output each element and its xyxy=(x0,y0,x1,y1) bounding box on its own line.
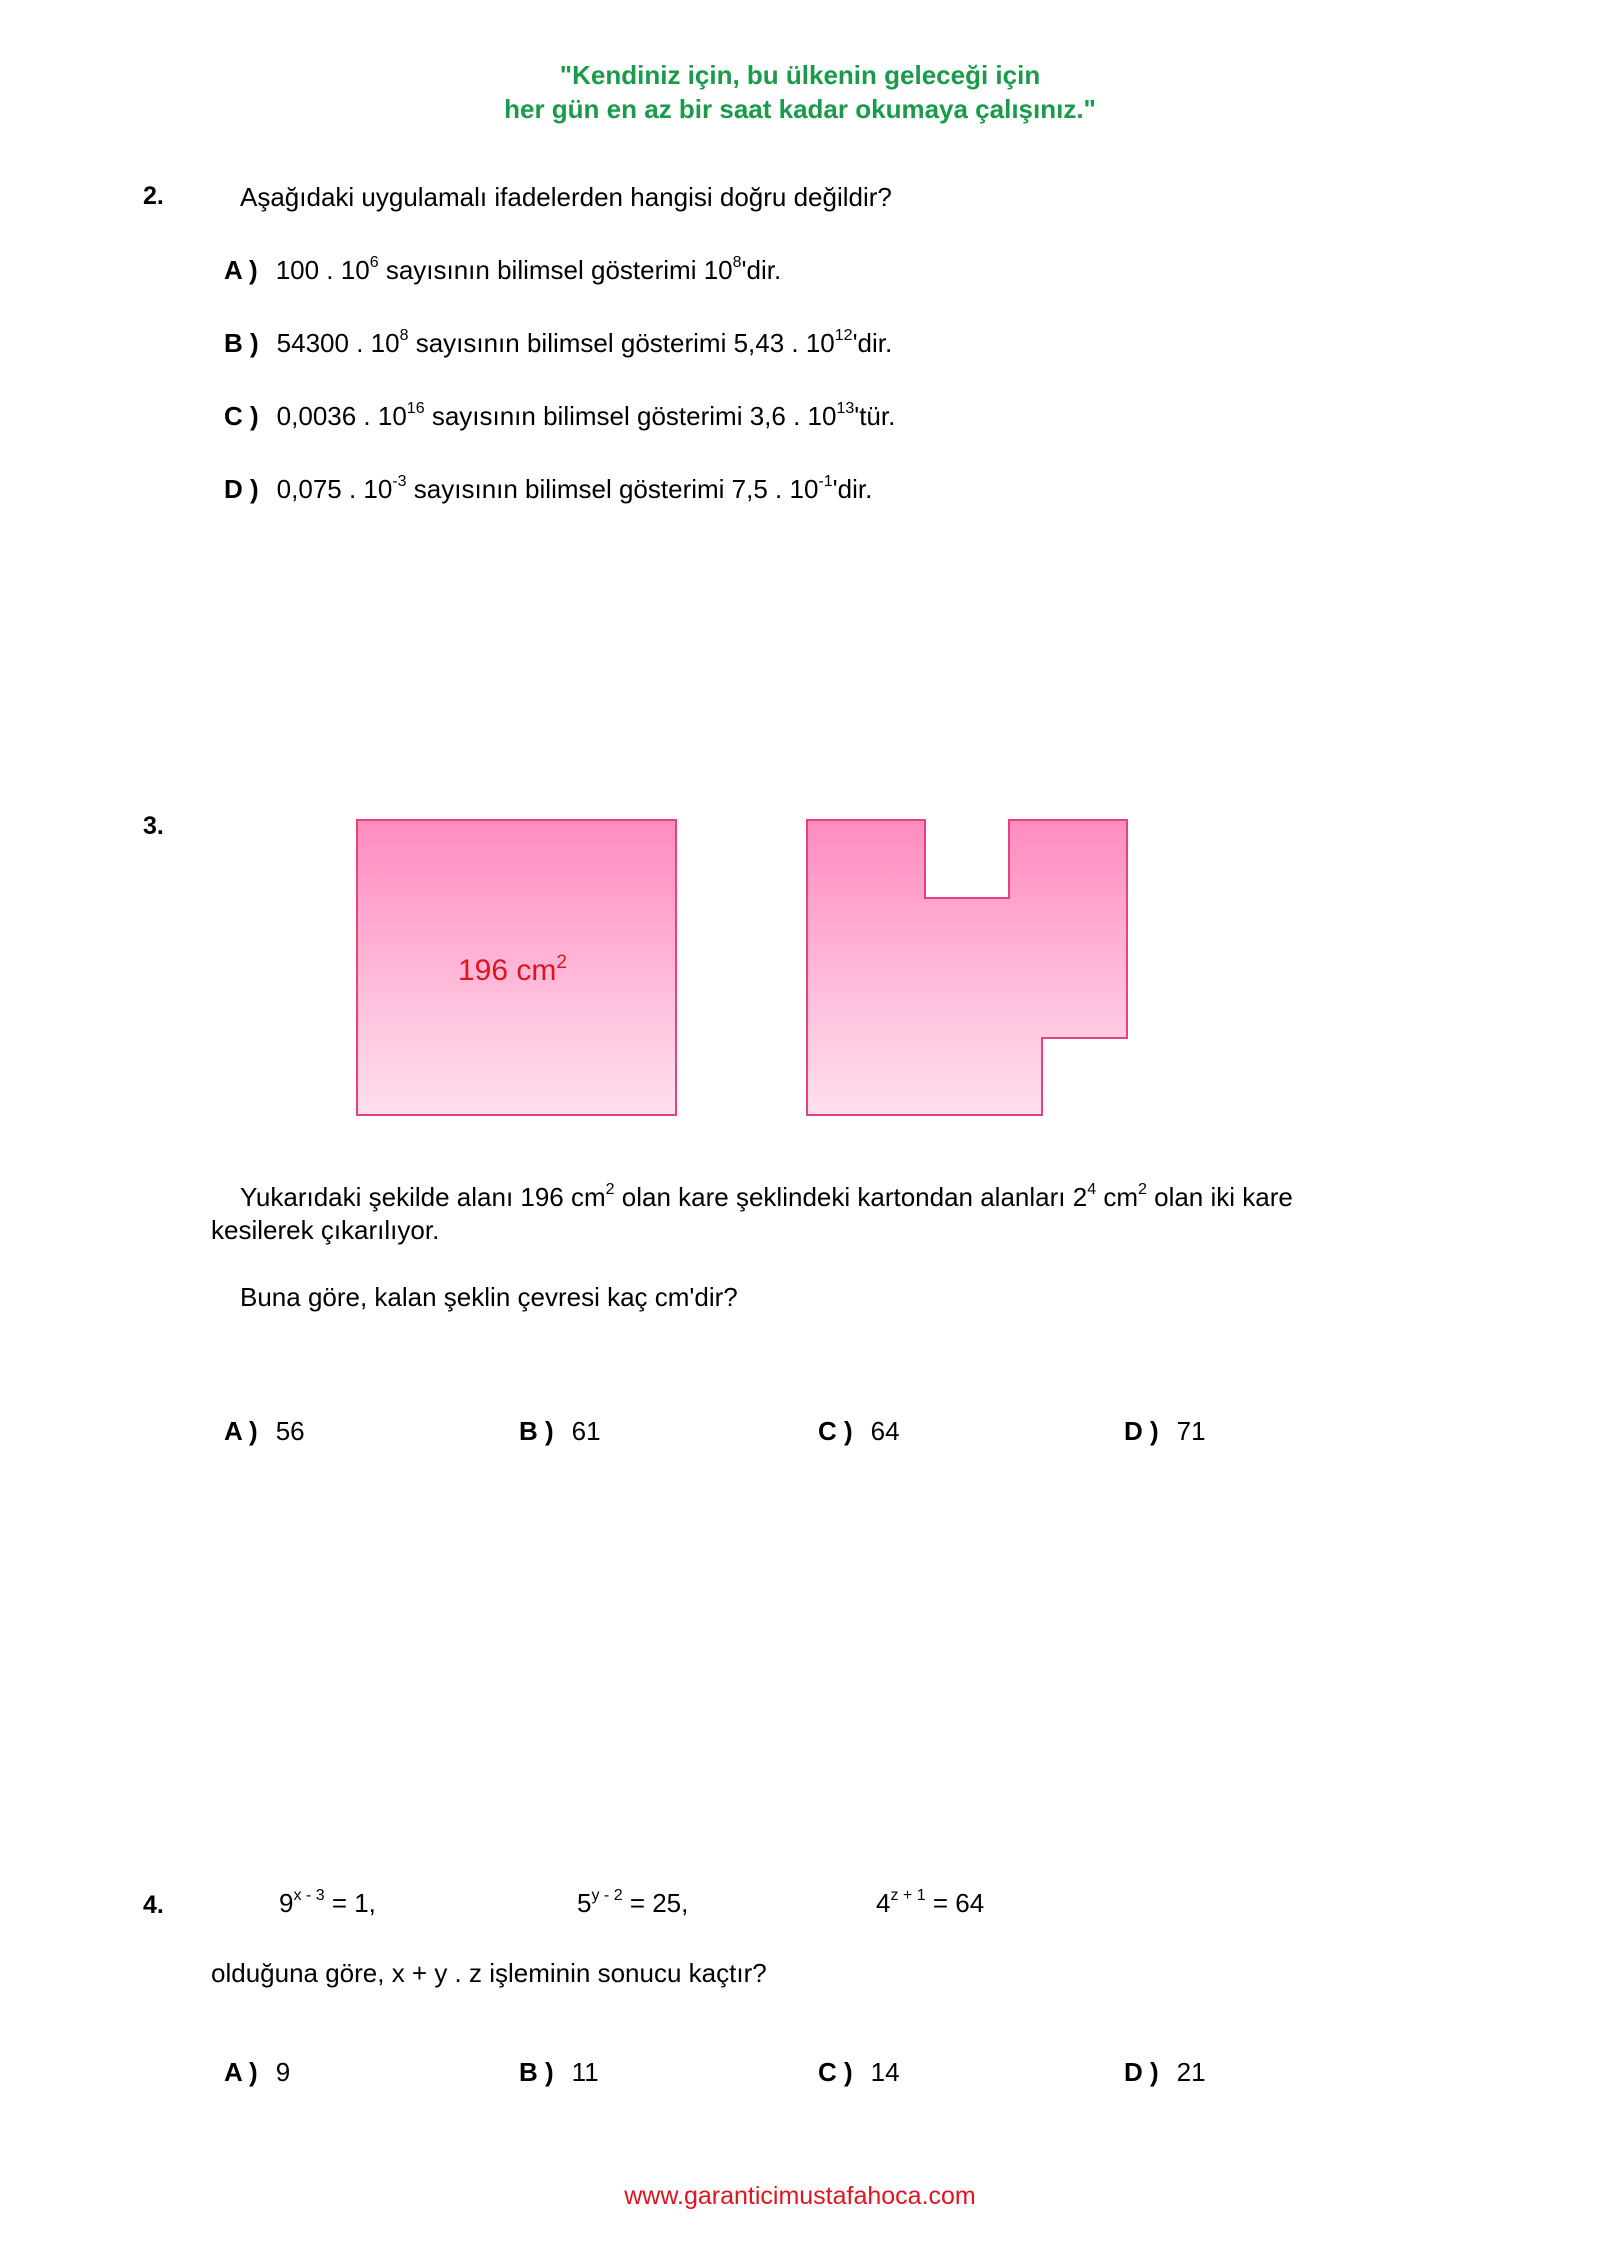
option-text: 0,075 . 10 xyxy=(276,474,393,504)
question-2-number: 2. xyxy=(143,182,164,210)
cut-shape xyxy=(807,820,1127,1115)
option-text: sayısının bilimsel gösterimi 7,5 . 10 xyxy=(406,474,819,504)
option-value: 71 xyxy=(1176,1416,1206,1446)
q4-option-d[interactable] xyxy=(1124,2057,1206,2088)
option-text: sayısının bilimsel gösterimi 3,6 . 10 xyxy=(424,401,837,431)
q4-option-b[interactable] xyxy=(519,2057,599,2088)
option-text: 'dir. xyxy=(741,255,782,285)
option-letter: C ) xyxy=(224,401,259,431)
option-text: 54300 . 10 xyxy=(276,328,400,358)
option-letter: D ) xyxy=(1124,1416,1159,1446)
option-letter: B ) xyxy=(519,1416,554,1446)
option-value: 21 xyxy=(1176,2057,1206,2087)
option-letter: D ) xyxy=(1124,2057,1159,2087)
motto-line-1: "Kendiniz için, bu ülkenin geleceği için xyxy=(559,60,1041,90)
question-4-text: olduğuna göre, x + y . z işleminin sonucu kaçtır? xyxy=(211,1958,767,1988)
question-3-stem-line-2: kesilerek çıkarılıyor. xyxy=(211,1215,440,1245)
exponent: -3 xyxy=(392,473,407,490)
option-value: 56 xyxy=(275,1416,305,1446)
exponent: 8 xyxy=(399,327,409,344)
exponent: -1 xyxy=(818,473,833,490)
area-label: 196 $cm^2$ xyxy=(458,952,567,987)
q3-option-b[interactable] xyxy=(519,1416,601,1447)
option-letter: A ) xyxy=(224,1416,258,1446)
q3-option-a[interactable] xyxy=(224,1416,305,1447)
q3-option-c[interactable] xyxy=(818,1416,900,1447)
option-letter: C ) xyxy=(818,2057,853,2087)
question-3-text: Buna göre, kalan şeklin çevresi kaç cm'dir? xyxy=(240,1282,738,1312)
option-text: 'dir. xyxy=(852,328,893,358)
exponent: 16 xyxy=(406,400,425,417)
q4-option-c[interactable] xyxy=(818,2057,900,2088)
option-value: 9 xyxy=(275,2057,291,2087)
exponent: 13 xyxy=(836,400,855,417)
option-letter: A ) xyxy=(224,255,258,285)
question-3-stem-line-1: Yukarıdaki şekilde alanı 196 $cm^2$ olan kare şeklindeki kartondan alanları $2^4$ $cm^2$ olan iki kare xyxy=(240,1181,1293,1212)
q4-option-a[interactable] xyxy=(224,2057,290,2088)
motto-line-2: her gün en az bir saat kadar okumaya çalışınız." xyxy=(504,94,1096,124)
option-letter: C ) xyxy=(818,1416,853,1446)
option-value: 64 xyxy=(870,1416,900,1446)
question-2-text: Aşağıdaki uygulamalı ifadelerden hangisi doğru değildir? xyxy=(240,182,892,212)
exponent: 8 xyxy=(732,254,742,271)
option-letter: D ) xyxy=(224,474,259,504)
equation-1: $9^{x - 3} = 1$, xyxy=(279,1887,376,1918)
question-3-number: 3. xyxy=(143,812,164,840)
option-text: sayısının bilimsel gösterimi 5,43 . 10 xyxy=(408,328,835,358)
q3-option-d[interactable] xyxy=(1124,1416,1206,1447)
option-letter: B ) xyxy=(224,328,259,358)
option-value: 11 xyxy=(571,2057,599,2087)
option-text: 'tür. xyxy=(854,401,896,431)
question-4-number: 4. xyxy=(143,1891,164,1919)
option-letter: B ) xyxy=(519,2057,554,2087)
option-text: 100 . 10 xyxy=(275,255,370,285)
option-value: 14 xyxy=(870,2057,900,2087)
option-text: 0,0036 . 10 xyxy=(276,401,407,431)
equation-2: $5^{y - 2} = 25$, xyxy=(577,1887,689,1918)
exponent: 12 xyxy=(834,327,853,344)
option-value: 61 xyxy=(571,1416,601,1446)
equation-3: $4^{z + 1} = 64$ xyxy=(876,1887,985,1918)
exponent: 6 xyxy=(369,254,379,271)
option-text: 'dir. xyxy=(832,474,873,504)
footer-link[interactable]: www.garanticimustafahoca.com xyxy=(624,2182,976,2210)
option-text: sayısının bilimsel gösterimi 10 xyxy=(378,255,733,285)
option-letter: A ) xyxy=(224,2057,258,2087)
